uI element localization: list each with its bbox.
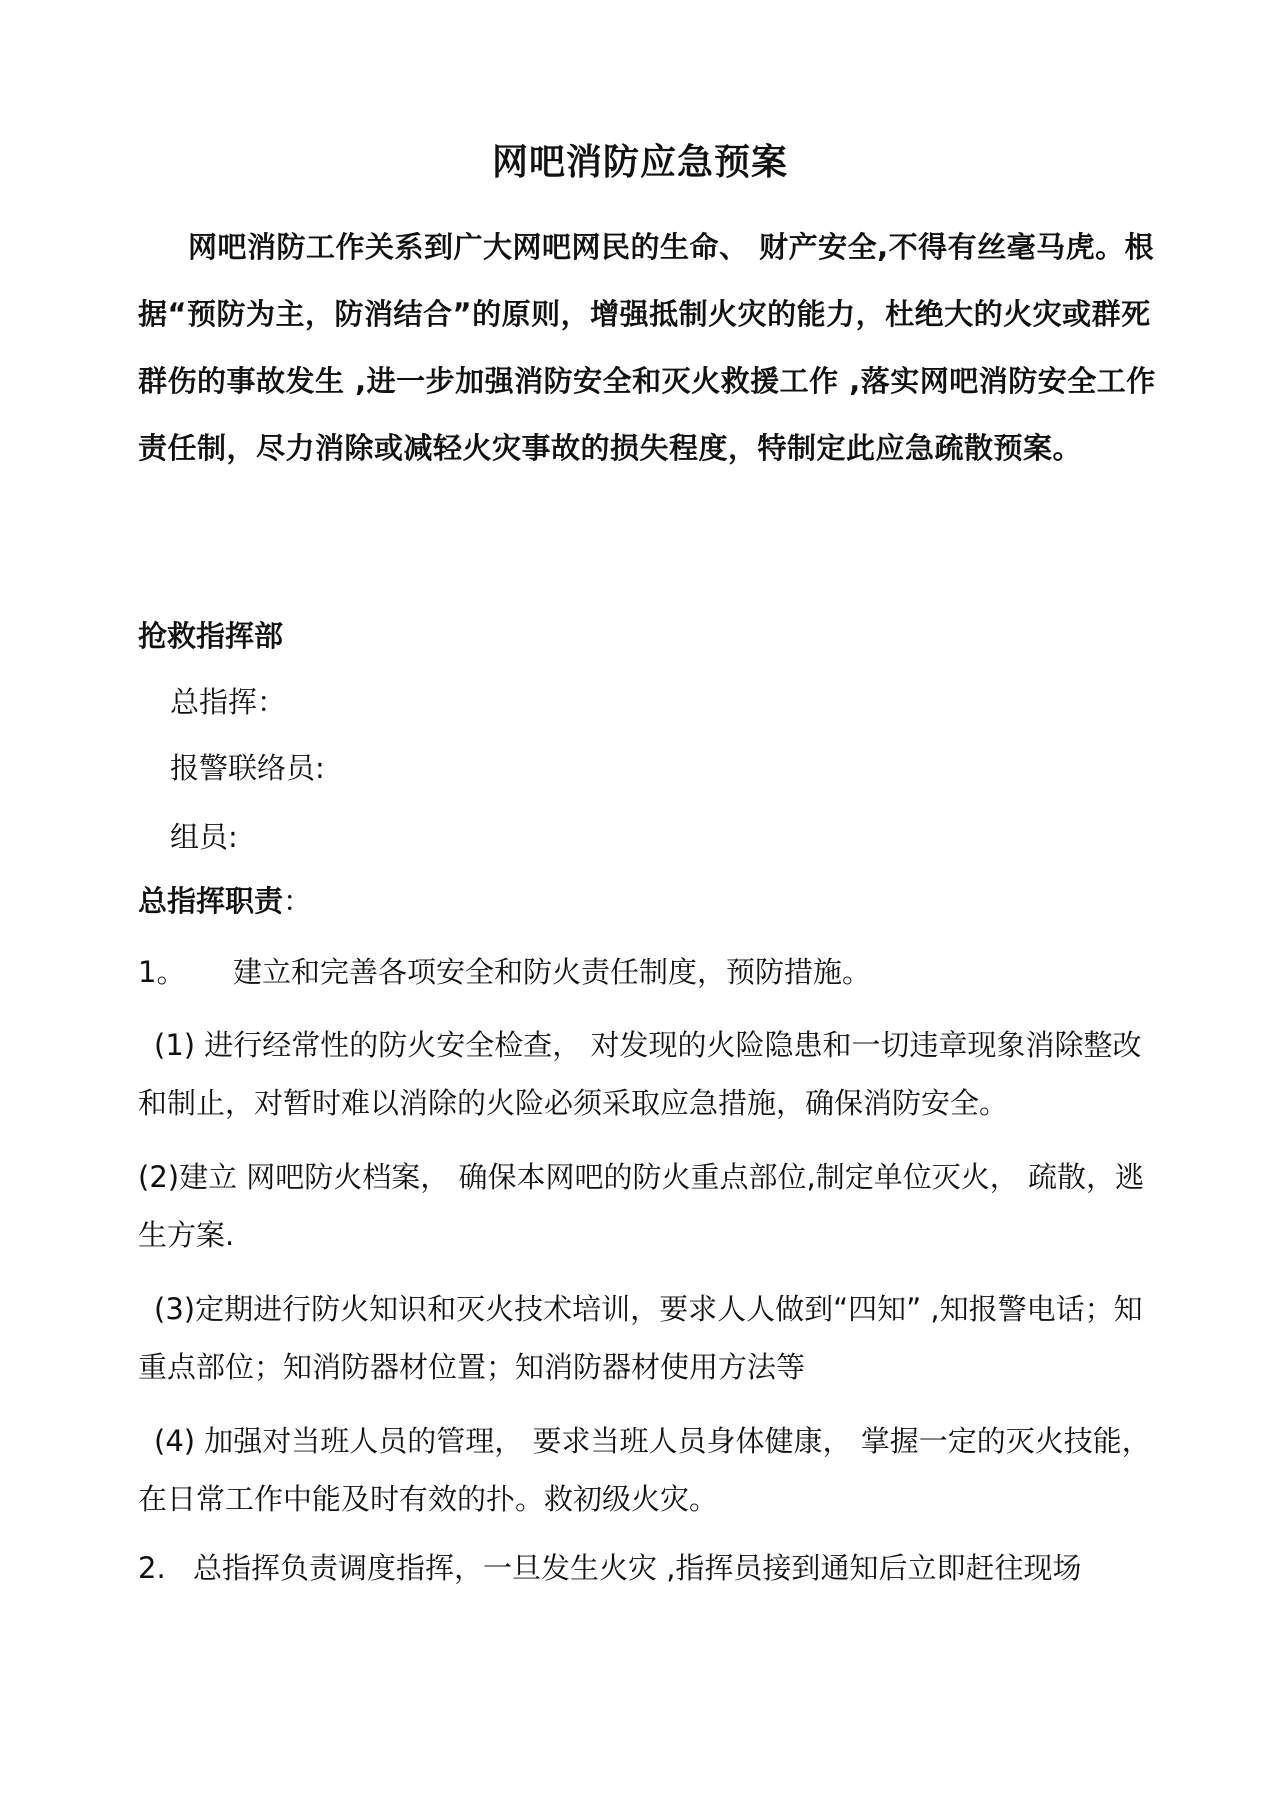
sub-item-4-text: (4) 加强对当班人员的管理， 要求当班人员身体健康， 掌握一定的灭火技能，在日常工作中能及时有效的扑。救初级火灾。 bbox=[138, 1424, 1151, 1516]
role-commander: 总指挥： bbox=[170, 685, 287, 719]
duty-item-2-text: 总指挥负责调度指挥，一旦发生火灾 ,指挥员接到通知后立即赶往现场 bbox=[193, 1551, 1082, 1585]
role-alarm-liaison: 报警联络员: bbox=[170, 751, 325, 785]
duties-heading-colon: ： bbox=[283, 884, 313, 918]
document-title: 网吧消防应急预案 bbox=[491, 142, 788, 183]
sub-item-1 bbox=[138, 1016, 1168, 1132]
sub-item-3-text: (3)定期进行防火知识和灭火技术培训，要求人人做到“四知” ,知报警电话；知重点部位；知消防器材位置；知消防器材使用方法等 bbox=[138, 1292, 1143, 1384]
sub-item-4 bbox=[138, 1412, 1168, 1528]
duties-heading-text: 总指挥职责 bbox=[138, 884, 284, 918]
duty-item-1-number: 1。 bbox=[138, 955, 186, 989]
role-members: 组员: bbox=[170, 820, 238, 854]
duty-item-2 bbox=[138, 1546, 1168, 1587]
sub-item-2: (2)建立 网吧防火档案， 确保本网吧的防火重点部位,制定单位灭火， 疏散，逃生方案. bbox=[138, 1160, 1144, 1252]
duty-item-2-number: 2. bbox=[138, 1551, 166, 1585]
sub-item-1-text: (1) 进行经常性的防火安全检查， 对发现的火险隐患和一切违章现象消除整改和制止，对暂时难以消除的火险必须采取应急措施，确保消防安全。 bbox=[138, 1028, 1142, 1120]
duty-item-1 bbox=[138, 950, 1168, 991]
duty-item-1-text: 建立和完善各项安全和防火责任制度，预防措施。 bbox=[233, 955, 872, 989]
sub-item-3 bbox=[138, 1280, 1168, 1396]
intro-paragraph: 网吧消防工作关系到广大网吧网民的生命、 财产安全,不得有丝毫马虎。根据“预防为主，防消结合”的原则，增强抵制火灾的能力，杜绝大的火灾或群死群伤的事故发生 ,进一步加强消防安全和灭火救援工作 ,落实网吧消防安全工作责任制，尽力消除或减轻火灾事故的损失程度，特制定此应急疏散预案。 bbox=[138, 230, 1156, 465]
command-heading: 抢救指挥部 bbox=[138, 619, 284, 653]
duties-heading bbox=[138, 879, 312, 920]
